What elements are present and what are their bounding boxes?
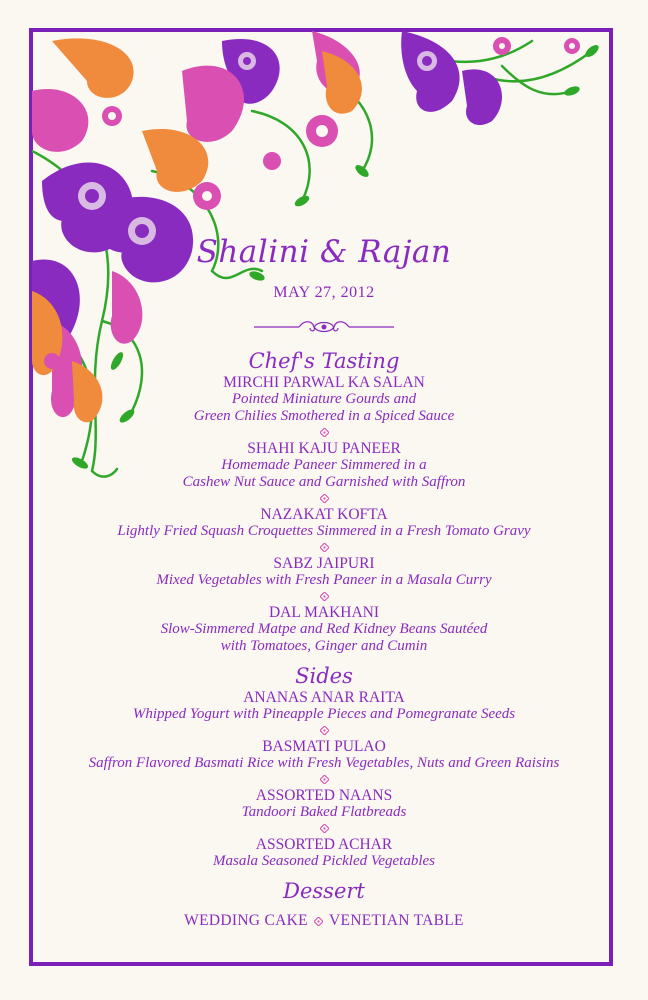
- menu-item: [33, 738, 615, 772]
- menu-item: [33, 689, 615, 723]
- diamond-separator-icon: [320, 428, 329, 437]
- menu-content: [33, 225, 615, 930]
- dish-name: DAL MAKHANI: [268, 604, 380, 621]
- dish-description: with Tomatoes, Ginger and Cumin: [220, 638, 428, 654]
- dish-description: Slow-Simmered Matpe and Red Kidney Beans Sautéed: [160, 621, 488, 637]
- dish-description: Tandoori Baked Flatbreads: [241, 804, 407, 820]
- dish-name: ASSORTED NAANS: [255, 787, 393, 804]
- dish-description: Green Chilies Smothered in a Spiced Sauce: [193, 408, 455, 424]
- section-title-sides: Sides: [295, 664, 353, 688]
- event-date: MAY 27, 2012: [273, 284, 375, 301]
- dish-name: ASSORTED ACHAR: [255, 836, 393, 853]
- dish-name: BASMATI PULAO: [262, 738, 386, 755]
- menu-item: [33, 440, 615, 491]
- menu-item: [33, 604, 615, 655]
- dish-description: Saffron Flavored Basmati Rice with Fresh Vegetables, Nuts and Green Raisins: [88, 755, 560, 771]
- dish-description: Pointed Miniature Gourds and: [231, 391, 417, 407]
- dessert-item: VENETIAN TABLE: [328, 912, 464, 929]
- dish-description: Homemade Paneer Simmered in a: [221, 457, 427, 473]
- dish-description: Whipped Yogurt with Pineapple Pieces and Pomegranate Seeds: [132, 706, 516, 722]
- dish-name: MIRCHI PARWAL KA SALAN: [223, 374, 425, 391]
- dish-description: Cashew Nut Sauce and Garnished with Saffron: [182, 474, 466, 490]
- dish-description: Mixed Vegetables with Fresh Paneer in a Masala Curry: [156, 572, 492, 588]
- dessert-items: [33, 912, 615, 930]
- dessert-item: WEDDING CAKE: [184, 912, 308, 929]
- diamond-separator-icon: [314, 917, 323, 926]
- menu-item: [33, 374, 615, 425]
- dish-name: SABZ JAIPURI: [273, 555, 375, 572]
- dish-name: ANANAS ANAR RAITA: [243, 689, 405, 706]
- diamond-separator-icon: [320, 592, 329, 601]
- menu-item: [33, 506, 615, 540]
- section-title-chefs-tasting: Chef's Tasting: [248, 349, 400, 373]
- dish-description: Masala Seasoned Pickled Vegetables: [212, 853, 436, 869]
- diamond-separator-icon: [320, 494, 329, 503]
- diamond-separator-icon: [320, 543, 329, 552]
- dish-name: SHAHI KAJU PANEER: [247, 440, 401, 457]
- diamond-separator-icon: [320, 775, 329, 784]
- diamond-separator-icon: [320, 824, 329, 833]
- section-title-dessert: Dessert: [283, 879, 365, 903]
- dish-name: NAZAKAT KOFTA: [260, 506, 388, 523]
- menu-item: [33, 836, 615, 870]
- couple-names: Shalini & Rajan: [196, 234, 452, 270]
- menu-item: [33, 555, 615, 589]
- flourish-divider-icon: [254, 318, 394, 336]
- dish-description: Lightly Fried Squash Croquettes Simmered in a Fresh Tomato Gravy: [117, 523, 531, 539]
- diamond-separator-icon: [320, 726, 329, 735]
- menu-item: [33, 787, 615, 821]
